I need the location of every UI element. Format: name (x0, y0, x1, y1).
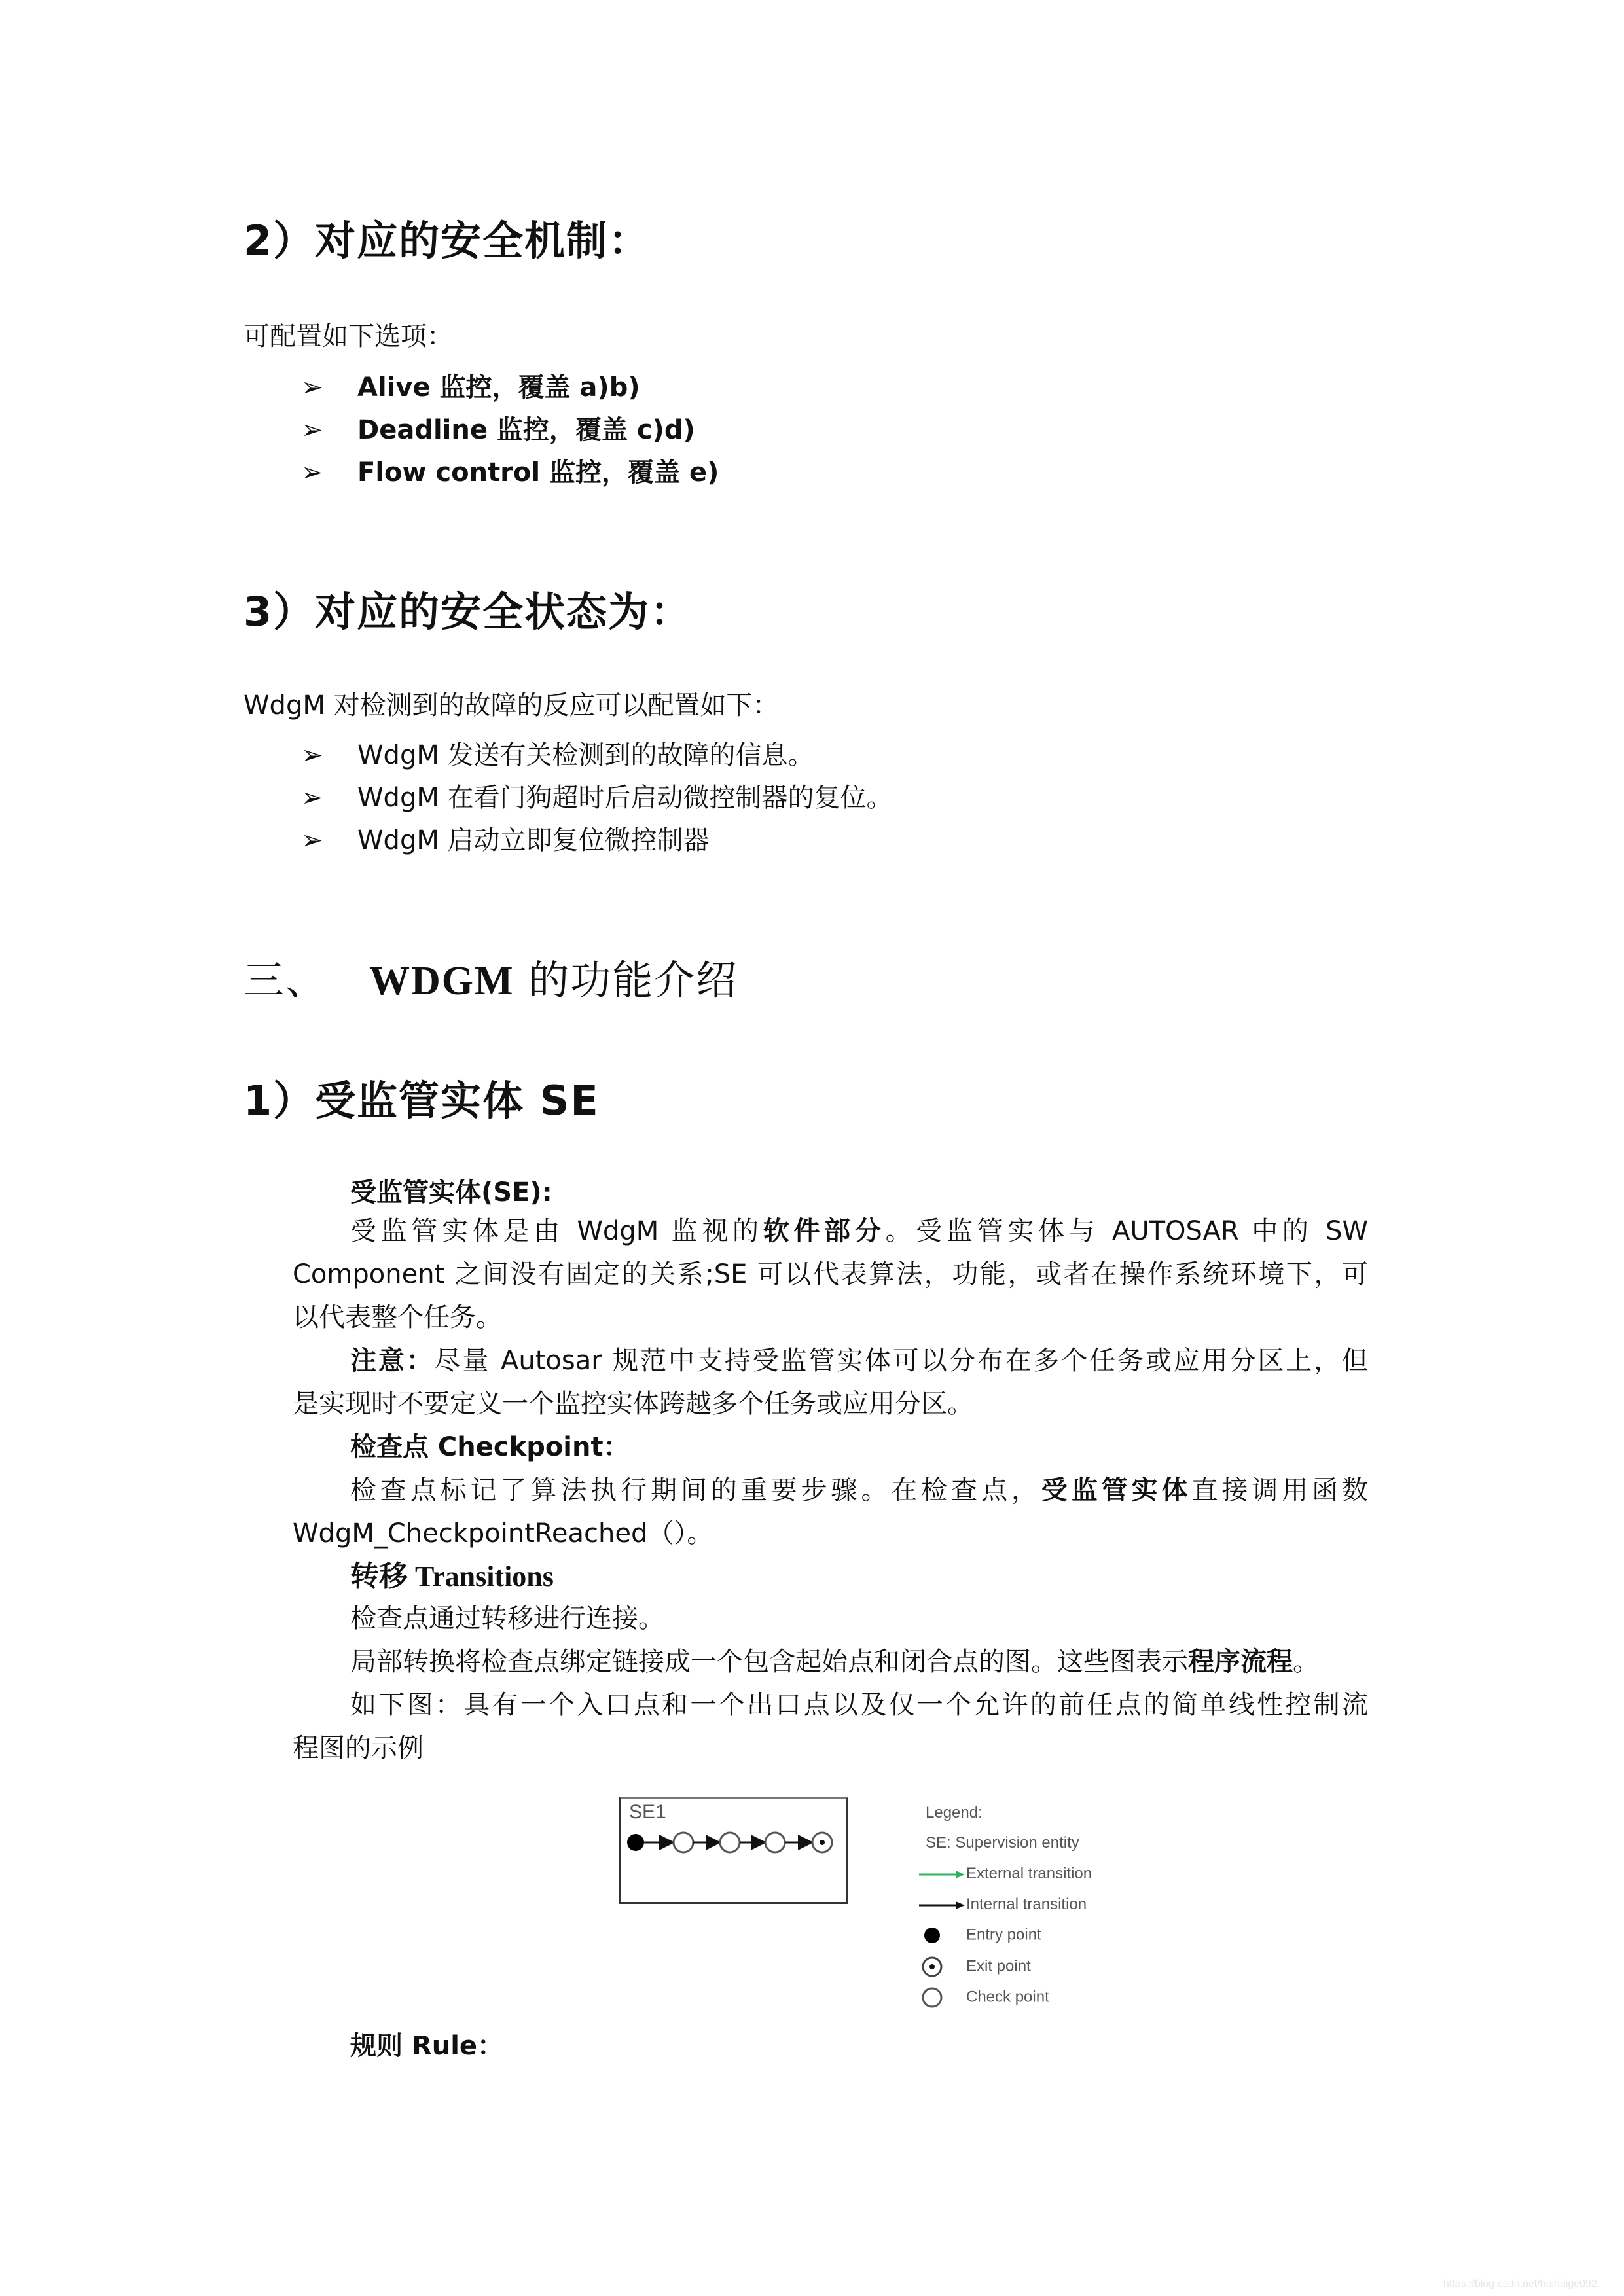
legend-internal-transition: Internal transition (916, 1895, 1087, 1914)
se-paragraph-line-1: 受监管实体是由 WdgM 监视的软件部分。受监管实体与 AUTOSAR 中的 SW (350, 1216, 1369, 1246)
se-box-label: SE1 (629, 1801, 666, 1823)
bullet-item: ➢ Alive 监控，覆盖 a)b) (301, 372, 640, 403)
checkpoint-heading: 检查点 Checkpoint： (350, 1432, 630, 1462)
se-heading: 受监管实体(SE): (350, 1177, 552, 1208)
legend-title: Legend: (926, 1804, 983, 1821)
arrow-bullet-icon: ➢ (301, 415, 323, 445)
note-line-1: 注意：尽量 Autosar 规范中支持受监管实体可以分布在多个任务或应用分区上，但 (350, 1346, 1369, 1376)
note-line-2: 是实现时不要定义一个监控实体跨越多个任务或应用分区。 (293, 1389, 973, 1419)
note-label: 注意： (350, 1346, 435, 1376)
exit-point-icon (812, 1833, 832, 1852)
chapter-title-latin: WDGM (369, 959, 514, 1003)
section-2-title: 2）对应的安全机制： (244, 217, 651, 264)
internal-transition-arrow-icon (916, 1899, 969, 1912)
check-point-icon (720, 1833, 740, 1852)
exit-point-icon (916, 1956, 966, 1978)
external-transition-arrow-icon (916, 1868, 969, 1881)
check-point-icon (674, 1833, 693, 1852)
supervision-entity-box (619, 1797, 848, 1904)
arrow-bullet-icon: ➢ (301, 372, 323, 403)
legend-se: SE: Supervision entity (926, 1834, 1079, 1852)
bullet-item: ➢ Deadline 监控，覆盖 c)d) (301, 415, 695, 445)
section-2-intro: 可配置如下选项： (244, 321, 453, 351)
watermark: https://blog.csdn.net/huihuige092 (1443, 2278, 1597, 2289)
se-paragraph-line-3: 以代表整个任务。 (293, 1302, 502, 1333)
transitions-heading: 转移 Transitions (350, 1560, 554, 1592)
check-point-icon (765, 1833, 785, 1852)
bullet-item: ➢ WdgM 启动立即复位微控制器 (301, 825, 710, 855)
legend-external-transition: External transition (916, 1865, 1092, 1883)
checkpoint-line-1: 检查点标记了算法执行期间的重要步骤。在检查点，受监管实体直接调用函数 (350, 1475, 1369, 1505)
arrow-bullet-icon: ➢ (301, 783, 323, 813)
legend-entry-point: Entry point (916, 1926, 1041, 1945)
section-3-title: 3）对应的安全状态为： (244, 588, 693, 636)
subsection-1-title: 1）受监管实体 SE (244, 1077, 600, 1124)
transitions-line-4: 程图的示例 (293, 1733, 424, 1763)
section-3-intro: WdgM 对检测到的故障的反应可以配置如下： (244, 691, 779, 721)
chapter-title (244, 948, 738, 1006)
control-flow-graph (621, 1799, 846, 1902)
check-point-icon (916, 1986, 966, 2009)
bullet-item: ➢ Flow control 监控，覆盖 e) (301, 457, 719, 488)
legend-exit-point: Exit point (916, 1956, 1031, 1978)
bullet-item: ➢ WdgM 在看门狗超时后启动微控制器的复位。 (301, 783, 893, 813)
arrow-bullet-icon: ➢ (301, 825, 323, 855)
chapter-number: 三、 (244, 956, 328, 1004)
legend-check-point: Check point (916, 1986, 1049, 2009)
checkpoint-line-2: WdgM_CheckpointReached（）。 (293, 1518, 713, 1549)
se-paragraph-line-2: Component 之间没有固定的关系;SE 可以代表算法，功能，或者在操作系统环境下，可 (293, 1259, 1368, 1289)
entry-point-icon (627, 1834, 644, 1851)
entry-point-icon (916, 1926, 966, 1945)
transitions-line-3: 如下图：具有一个入口点和一个出口点以及仅一个允许的前任点的简单线性控制流 (350, 1690, 1368, 1720)
transitions-line-1: 检查点通过转移进行连接。 (350, 1604, 664, 1634)
chapter-title-cn: 的功能介绍 (514, 956, 738, 1004)
rule-heading: 规则 Rule： (350, 2031, 504, 2061)
arrow-bullet-icon: ➢ (301, 457, 323, 488)
bullet-item: ➢ WdgM 发送有关检测到的故障的信息。 (301, 740, 814, 770)
transitions-line-2: 局部转换将检查点绑定链接成一个包含起始点和闭合点的图。这些图表示程序流程。 (350, 1647, 1319, 1677)
arrow-bullet-icon: ➢ (301, 740, 323, 770)
